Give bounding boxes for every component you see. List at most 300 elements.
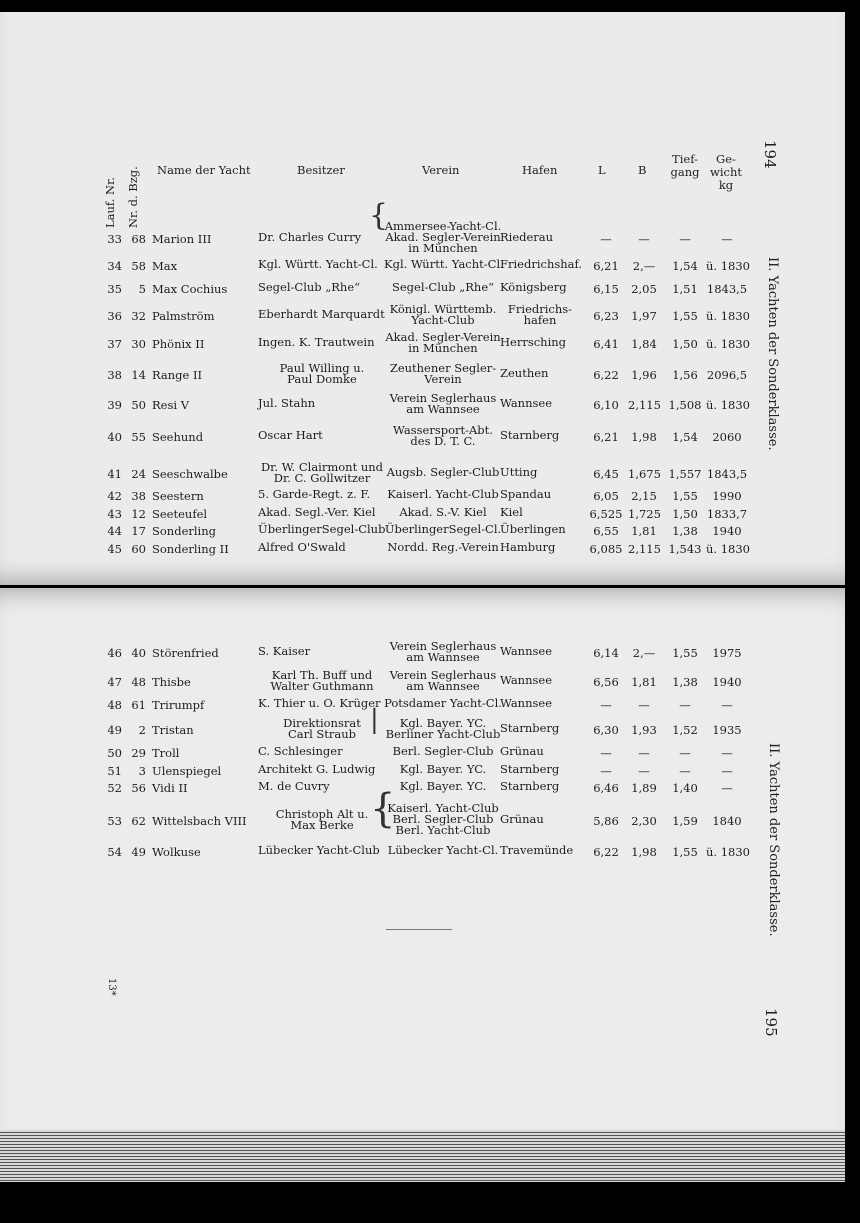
cell-verein	[384, 390, 502, 416]
cell-verein-line: Nordd. Reg.-Verein	[387, 540, 499, 554]
cell-name: Sonderling	[152, 524, 216, 538]
running-title-top: II. Yachten der Sonderklasse.	[765, 257, 780, 451]
cell-g: ü. 1830	[706, 845, 750, 859]
cell-b: 1,98	[631, 430, 657, 444]
cell-l: 6,21	[593, 430, 619, 444]
cell-verein-line: des D. T. C.	[410, 433, 476, 448]
cell-besitzer-line: Eberhardt Marquardt	[258, 307, 385, 321]
cell-besitzer	[258, 542, 386, 553]
cell-name: Marion III	[152, 232, 212, 246]
table-row	[0, 845, 845, 875]
cell-g: 1840	[712, 814, 742, 828]
cell-b: 2,05	[631, 282, 657, 296]
cell-n: 33	[107, 232, 122, 246]
cell-l: 6,21	[593, 259, 619, 273]
cell-g: —	[721, 764, 733, 778]
cell-besitzer	[258, 232, 386, 243]
cell-name: Wittelsbach VIII	[152, 814, 247, 828]
cell-g: 1843,5	[706, 282, 748, 296]
cell-bzg: 2	[138, 723, 146, 737]
cell-verein-line: Akad. S.-V. Kiel	[399, 505, 487, 519]
cell-b: 2,115	[628, 542, 661, 556]
table-row	[0, 542, 845, 572]
cell-bzg: 61	[131, 698, 146, 712]
cell-verein-line: Königl. Württemb.	[389, 301, 497, 316]
cell-l: 6,30	[593, 723, 619, 737]
cell-besitzer	[258, 430, 386, 441]
cell-hafen-line: Starnberg	[500, 779, 560, 793]
cell-verein-line: am Wannsee	[406, 678, 480, 693]
table-row	[0, 801, 845, 844]
cell-b: —	[638, 746, 650, 760]
header-l: L	[598, 163, 606, 177]
cell-verein	[384, 746, 502, 757]
cell-g: 1975	[712, 646, 742, 660]
cell-n: 52	[107, 781, 122, 795]
cell-verein	[384, 715, 502, 741]
book-fore-edge	[0, 1130, 845, 1182]
cell-verein-line: am Wannsee	[406, 649, 480, 664]
cell-b: 1,81	[631, 675, 657, 689]
cell-g: ü. 1830	[706, 337, 750, 351]
cell-g: —	[721, 698, 733, 712]
cell-t: 1,54	[672, 259, 698, 273]
cell-n: 49	[107, 723, 122, 737]
page-number-bottom: 195	[762, 1008, 780, 1037]
header-gewicht	[706, 153, 746, 192]
cell-n: 50	[107, 746, 122, 760]
cell-besitzer-line: Paul Domke	[287, 371, 357, 386]
cell-b: 1,725	[628, 507, 661, 521]
cell-verein-line: Kgl. Bayer. YC.	[399, 715, 487, 730]
cell-b: 2,—	[632, 646, 656, 660]
cell-verein-line: Akad. Segler-Verein	[385, 329, 501, 344]
cell-besitzer-line: Oscar Hart	[258, 428, 323, 442]
cell-hafen-line: Friedrichshaf.	[500, 257, 583, 271]
cell-hafen-line: Wannsee	[500, 673, 553, 687]
cell-verein	[384, 489, 502, 500]
cell-verein	[384, 329, 502, 355]
cell-besitzer-line: Dr. Charles Curry	[258, 230, 362, 244]
cell-g: 1940	[712, 524, 742, 538]
cell-b: 1,93	[631, 723, 657, 737]
cell-besitzer-line: Akad. Segl.-Ver. Kiel	[258, 505, 376, 519]
cell-n: 40	[107, 430, 122, 444]
cell-besitzer-line: Max Berke	[290, 817, 354, 832]
cell-hafen-line: Starnberg	[500, 721, 560, 735]
cell-hafen-line: Herrsching	[500, 335, 567, 349]
brace-wittelsbach: {	[370, 786, 396, 832]
cell-besitzer-line: Alfred O'Swald	[258, 540, 346, 554]
cell-besitzer-line: Karl Th. Buff und	[271, 667, 373, 682]
cell-bzg: 29	[131, 746, 146, 760]
cell-besitzer	[258, 524, 386, 535]
cell-g: 1990	[712, 489, 742, 503]
cell-l: —	[600, 764, 612, 778]
cell-bzg: 68	[131, 232, 146, 246]
running-title-bottom: II. Yachten der Sonderklasse.	[766, 743, 781, 937]
cell-verein-line: in München	[408, 241, 478, 255]
cell-besitzer	[258, 781, 386, 792]
cell-name: Vidi II	[152, 781, 188, 795]
cell-t: 1,50	[672, 337, 698, 351]
cell-verein-line: Wassersport-Abt.	[393, 422, 493, 437]
cell-g: ü. 1830	[706, 542, 750, 556]
cell-besitzer	[258, 646, 386, 657]
cell-verein-line: Berl. Segler-Club	[392, 812, 494, 826]
cell-verein-line: Verein Seglerhaus	[389, 638, 497, 653]
cell-besitzer-line: Direktionsrat	[283, 715, 361, 730]
cell-t: 1,38	[672, 675, 698, 689]
cell-verein-line: Kaiserl. Yacht-Club	[387, 487, 499, 501]
cell-n: 54	[107, 845, 122, 859]
cell-bzg: 48	[131, 675, 146, 689]
cell-verein-line: ÜberlingerSegel-Cl.	[384, 522, 502, 536]
cell-b: 1,84	[631, 337, 657, 351]
cell-l: 6,56	[593, 675, 619, 689]
cell-name: Palmström	[152, 309, 215, 323]
cell-verein	[384, 524, 502, 535]
section-rule	[386, 929, 452, 930]
cell-name: Tristan	[152, 723, 194, 737]
cell-verein	[384, 259, 502, 270]
cell-l: 6,05	[593, 489, 619, 503]
cell-bzg: 14	[131, 368, 146, 382]
cell-t: 1,557	[668, 467, 702, 481]
cell-n: 44	[107, 524, 122, 538]
cell-hafen	[500, 723, 580, 734]
cell-name: Sonderling II	[152, 542, 229, 556]
cell-name: Wolkuse	[152, 845, 201, 859]
cell-l: 6,22	[593, 368, 619, 382]
cell-verein-line: Kgl. Württ. Yacht-Cl.	[384, 257, 504, 271]
cell-hafen-line: Spandau	[500, 487, 552, 501]
cell-verein	[384, 422, 502, 448]
cell-t: 1,55	[672, 489, 698, 503]
cell-verein	[384, 845, 502, 856]
cell-bzg: 40	[131, 646, 146, 660]
cell-l: 6,15	[593, 282, 619, 296]
cell-b: 1,675	[628, 467, 661, 481]
cell-besitzer	[258, 667, 386, 693]
cell-b: 1,96	[631, 368, 657, 382]
cell-besitzer	[258, 698, 386, 709]
cell-hafen	[500, 398, 580, 409]
cell-name: Ulenspiegel	[152, 764, 222, 778]
cell-besitzer-line: Dr. C. Gollwitzer	[273, 470, 371, 485]
header-lauf-nr: Lauf. Nr.	[103, 176, 117, 228]
cell-n: 38	[107, 368, 122, 382]
cell-hafen	[500, 675, 580, 686]
cell-b: 1,89	[631, 781, 657, 795]
cell-t: —	[679, 698, 691, 712]
cell-verein	[384, 507, 502, 518]
cell-besitzer	[258, 398, 386, 409]
cell-name: Seeteufel	[152, 507, 208, 521]
cell-hafen	[500, 337, 580, 348]
cell-name: Resi V	[152, 398, 190, 412]
cell-verein-line: Ammersee-Yacht-Cl.	[384, 219, 502, 233]
cell-n: 39	[107, 398, 122, 412]
cell-l: —	[600, 698, 612, 712]
cell-g: —	[721, 781, 733, 795]
cell-bzg: 32	[131, 309, 146, 323]
cell-g: 2060	[712, 430, 742, 444]
cell-besitzer	[258, 715, 386, 741]
cell-b: 2,30	[631, 814, 657, 828]
cell-name: Seehund	[152, 430, 204, 444]
cell-hafen	[500, 467, 580, 478]
cell-bzg: 50	[131, 398, 146, 412]
header-gewicht-line2: wicht	[710, 165, 742, 179]
cell-name: Trirumpf	[152, 698, 205, 712]
cell-verein-line: Verein Seglerhaus	[389, 390, 497, 405]
cell-hafen-line: Überlingen	[500, 522, 566, 536]
cell-verein-line: Kgl. Bayer. YC.	[399, 779, 487, 793]
cell-hafen	[500, 698, 580, 709]
header-name: Name der Yacht	[157, 163, 251, 177]
cell-n: 53	[107, 814, 122, 828]
cell-besitzer-line: Lübecker Yacht-Club	[258, 843, 380, 857]
cell-name: Störenfried	[152, 646, 219, 660]
cell-l: 5,86	[593, 814, 619, 828]
cell-verein-line: am Wannsee	[406, 401, 480, 416]
cell-n: 46	[107, 646, 122, 660]
cell-hafen	[500, 524, 580, 535]
cell-besitzer	[258, 459, 386, 485]
cell-n: 51	[107, 764, 122, 778]
cell-n: 45	[107, 542, 122, 556]
cell-bzg: 24	[131, 467, 146, 481]
cell-n: 34	[107, 259, 122, 273]
cell-verein	[384, 638, 502, 664]
cell-verein-line: Kgl. Bayer. YC.	[399, 762, 487, 776]
cell-b: 2,15	[631, 489, 657, 503]
cell-bzg: 49	[131, 845, 146, 859]
cell-verein	[384, 282, 502, 293]
cell-l: 6,525	[589, 507, 623, 521]
cell-verein-line: Verein Seglerhaus	[389, 667, 497, 682]
cell-besitzer	[258, 507, 386, 518]
cell-besitzer-line: M. de Cuvry	[258, 779, 330, 793]
cell-verein-line: Berl. Yacht-Club	[395, 823, 491, 837]
cell-t: —	[679, 764, 691, 778]
cell-g: 1940	[712, 675, 742, 689]
cell-l: 6,10	[593, 398, 619, 412]
cell-name: Max Cochius	[152, 282, 228, 296]
cell-t: 1,508	[668, 398, 702, 412]
cell-l: 6,46	[593, 781, 619, 795]
cell-hafen-line: Utting	[500, 465, 538, 479]
cell-besitzer-line: Kgl. Württ. Yacht-Cl.	[258, 257, 378, 271]
cell-bzg: 17	[131, 524, 146, 538]
cell-verein-line: Zeuthener Segler-	[389, 360, 497, 375]
cell-hafen	[500, 746, 580, 757]
cell-t: 1,56	[672, 368, 698, 382]
cell-verein	[384, 698, 502, 709]
cell-t: 1,55	[672, 646, 698, 660]
cell-hafen-line: Hamburg	[500, 540, 556, 554]
cell-n: 36	[107, 309, 122, 323]
cell-bzg: 58	[131, 259, 146, 273]
cell-name: Max	[152, 259, 178, 273]
cell-name: Seeschwalbe	[152, 467, 228, 481]
cell-verein-line: Berl. Segler-Club	[392, 744, 494, 758]
cell-hafen-line: Zeuthen	[500, 366, 549, 380]
cell-hafen-line: Friedrichs-	[507, 301, 573, 316]
cell-besitzer	[258, 309, 386, 320]
page-bottom	[0, 588, 845, 1180]
cell-g: —	[721, 232, 733, 246]
cell-l: 6,45	[593, 467, 619, 481]
signature-mark: 13*	[106, 978, 117, 996]
cell-hafen-line: Starnberg	[500, 428, 560, 442]
cell-verein	[384, 360, 502, 386]
cell-besitzer	[258, 764, 386, 775]
cell-hafen-line: Travemünde	[500, 843, 574, 857]
cell-hafen	[500, 368, 580, 379]
cell-besitzer-line: Walter Guthmann	[270, 678, 374, 693]
cell-bzg: 5	[138, 282, 146, 296]
cell-verein	[384, 467, 502, 478]
cell-name: Range II	[152, 368, 203, 382]
cell-verein-line: Verein	[424, 371, 462, 386]
header-tiefgang-line2: gang	[670, 165, 700, 179]
cell-g: 1843,5	[706, 467, 748, 481]
header-hafen: Hafen	[522, 163, 558, 177]
cell-hafen-line: Grünau	[500, 812, 544, 826]
cell-g: ü. 1830	[706, 309, 750, 323]
cell-besitzer-line: S. Kaiser	[258, 644, 311, 658]
cell-verein	[384, 803, 502, 836]
cell-besitzer-line: Segel-Club „Rhe“	[258, 280, 361, 294]
cell-l: 6,23	[593, 309, 619, 323]
cell-n: 47	[107, 675, 122, 689]
cell-name: Troll	[152, 746, 180, 760]
cell-g: ü. 1830	[706, 259, 750, 273]
cell-besitzer-line: Carl Straub	[287, 726, 357, 741]
cell-bzg: 12	[131, 507, 146, 521]
cell-t: 1,51	[672, 282, 698, 296]
cell-b: 1,97	[631, 309, 657, 323]
cell-verein-line: Berliner Yacht-Club	[385, 726, 501, 741]
cell-n: 35	[107, 282, 122, 296]
cell-g: 2096,5	[706, 368, 748, 382]
cell-verein	[384, 667, 502, 693]
cell-besitzer-line: Dr. W. Clairmont und	[260, 459, 384, 474]
cell-hafen	[500, 282, 580, 293]
cell-bzg: 62	[131, 814, 146, 828]
cell-hafen-line: Grünau	[500, 744, 544, 758]
cell-hafen-line: Wannsee	[500, 644, 553, 658]
cell-bzg: 60	[131, 542, 146, 556]
cell-hafen	[500, 781, 580, 792]
cell-b: —	[638, 232, 650, 246]
cell-bzg: 55	[131, 430, 146, 444]
cell-t: 1,54	[672, 430, 698, 444]
cell-t: —	[679, 232, 691, 246]
cell-besitzer-line: Paul Willing u.	[279, 360, 365, 375]
cell-hafen-line: hafen	[523, 312, 557, 327]
cell-l: 6,41	[593, 337, 619, 351]
cell-bzg: 3	[138, 764, 146, 778]
cell-l: —	[600, 746, 612, 760]
cell-g: 1833,7	[706, 507, 748, 521]
cell-besitzer	[258, 360, 386, 386]
cell-hafen	[500, 257, 583, 271]
cell-t: 1,543	[668, 542, 702, 556]
header-besitzer: Besitzer	[297, 163, 345, 177]
cell-t: 1,50	[672, 507, 698, 521]
cell-besitzer	[258, 746, 386, 757]
cell-hafen-line: Wannsee	[500, 696, 553, 710]
cell-besitzer-line: Ingen. K. Trautwein	[258, 335, 375, 349]
cell-hafen-line: Königsberg	[500, 280, 567, 294]
cell-besitzer-line: ÜberlingerSegel-Club	[258, 522, 386, 536]
cell-besitzer	[258, 282, 386, 293]
cell-b: 1,98	[631, 845, 657, 859]
cell-besitzer-line: K. Thier u. O. Krüger	[258, 696, 381, 710]
table-row	[0, 422, 845, 460]
cell-l: 6,14	[593, 646, 619, 660]
cell-n: 37	[107, 337, 122, 351]
cell-hafen	[500, 542, 580, 553]
cell-l: —	[600, 232, 612, 246]
cell-verein	[384, 221, 502, 254]
cell-verein-line: Akad. Segler-Verein	[385, 230, 501, 244]
cell-besitzer-line: Architekt G. Ludwig	[258, 762, 376, 776]
cell-hafen-line: Wannsee	[500, 396, 553, 410]
cell-verein-line: Segel-Club „Rhe“	[391, 280, 495, 294]
header-gewicht-line1: Ge-	[716, 152, 736, 166]
cell-hafen-line: Riederau	[500, 230, 554, 244]
cell-hafen	[500, 301, 580, 327]
header-gewicht-line3: kg	[718, 178, 734, 192]
brace-tristan: |	[370, 705, 379, 735]
cell-besitzer-line: C. Schlesinger	[258, 744, 343, 758]
cell-t: 1,40	[672, 781, 698, 795]
cell-verein	[384, 781, 502, 792]
page-top	[0, 12, 845, 585]
header-nr-bzg: Nr. d. Bzg.	[126, 166, 140, 228]
cell-hafen	[500, 232, 580, 243]
cell-b: 1,81	[631, 524, 657, 538]
cell-hafen	[500, 507, 580, 518]
cell-hafen	[500, 845, 580, 856]
cell-verein-line: Lübecker Yacht-Cl.	[387, 843, 499, 857]
cell-t: 1,55	[672, 309, 698, 323]
cell-besitzer	[258, 337, 386, 348]
page-number-top: 194	[761, 140, 779, 169]
brace-marion: {	[369, 198, 389, 233]
cell-hafen	[500, 646, 580, 657]
cell-g: ü. 1830	[706, 398, 750, 412]
cell-b: 2,—	[632, 259, 656, 273]
cell-besitzer-line: 5. Garde-Regt. z. F.	[258, 487, 371, 501]
cell-besitzer	[258, 845, 386, 856]
cell-bzg: 30	[131, 337, 146, 351]
cell-l: 6,22	[593, 845, 619, 859]
cell-b: 2,115	[628, 398, 661, 412]
cell-bzg: 38	[131, 489, 146, 503]
cell-t: 1,38	[672, 524, 698, 538]
cell-name: Seestern	[152, 489, 204, 503]
header-tiefgang	[668, 153, 702, 179]
cell-g: —	[721, 746, 733, 760]
cell-besitzer	[258, 489, 386, 500]
cell-verein-line: Augsb. Segler-Club	[386, 465, 500, 479]
cell-b: —	[638, 698, 650, 712]
